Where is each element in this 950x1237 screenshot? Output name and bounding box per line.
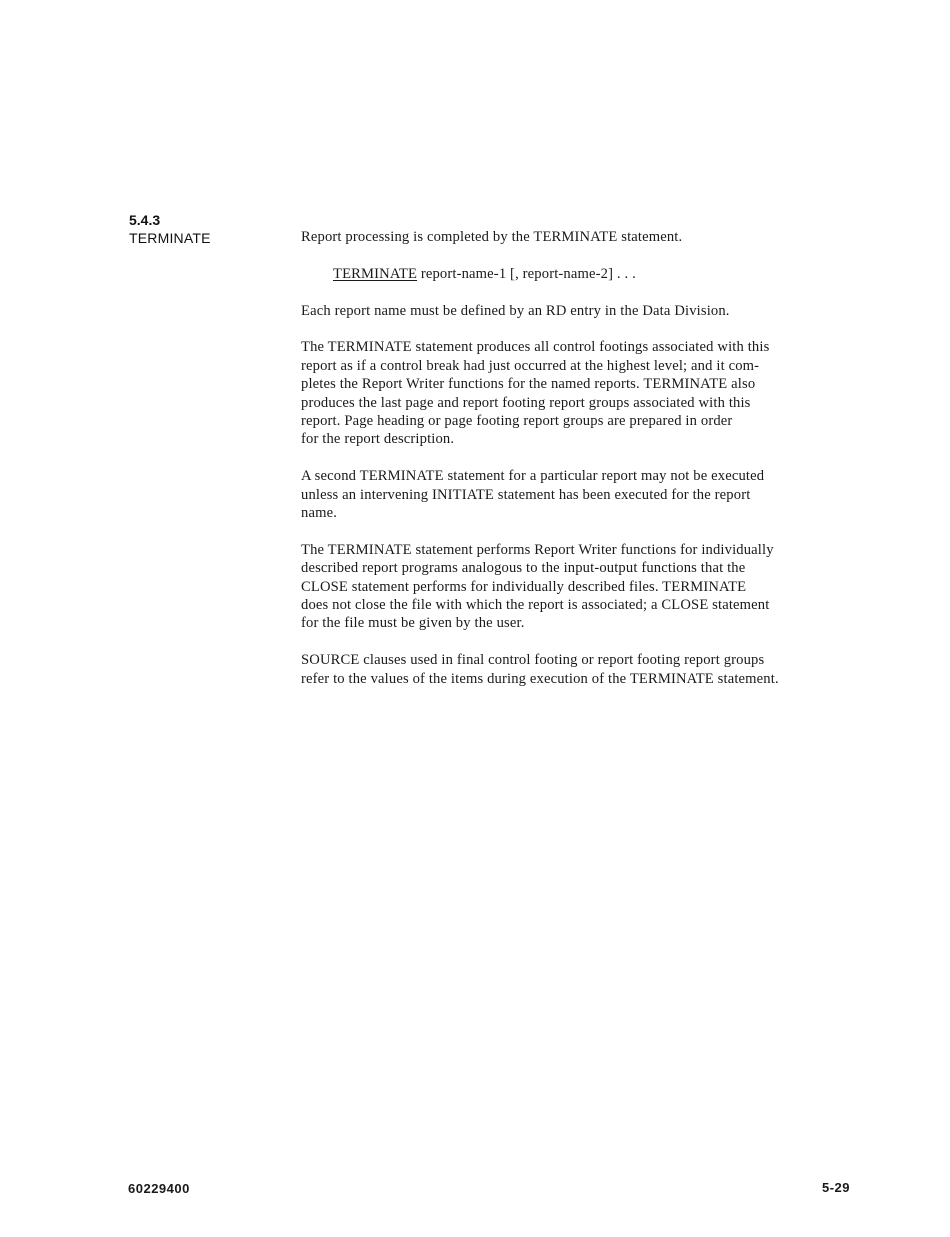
page-number: 5-29 (821, 1180, 850, 1195)
paragraph-close-analogy: The TERMINATE statement performs Report Writer functions for individually described report programs analogous to the input-output functions that the CLOSE statement performs for individually described files. TERMINATE does not close the file with which the report is associated; a CLOSE statement for the file must be given by the user. (301, 541, 774, 632)
section-title: TERMINATE (129, 230, 211, 246)
document-number: 60229400 (128, 1181, 190, 1196)
format-arguments: report-name-1 [, report-name-2] . . . (417, 265, 636, 282)
paragraph-rd-entry: Each report name must be defined by an RD entry in the Data Division. (301, 302, 730, 319)
body-text (301, 228, 876, 706)
paragraph-second-terminate: A second TERMINATE statement for a particular report may not be executed unless an intervening INITIATE statement has been executed for the report name. (301, 468, 765, 522)
format-keyword: TERMINATE (333, 265, 418, 282)
intro-paragraph: Report processing is completed by the TERMINATE statement. (301, 229, 683, 245)
syntax-format (333, 265, 876, 283)
paragraph-control-footings: The TERMINATE statement produces all control footings associated with this report as if a control break had just occurred at the highest level; and it com- pletes the Report Writer functions for the named reports. TERMINATE also produces the last page and report footing report groups associated with this report. Page heading or page footing report groups are prepared in order for the report description. (301, 339, 770, 448)
section-number: 5.4.3 (129, 212, 161, 228)
section-heading (129, 211, 211, 247)
paragraph-source-clauses: SOURCE clauses used in final control footing or report footing report groups refer to the values of the items during execution of the TERMINATE statement. (301, 652, 779, 687)
